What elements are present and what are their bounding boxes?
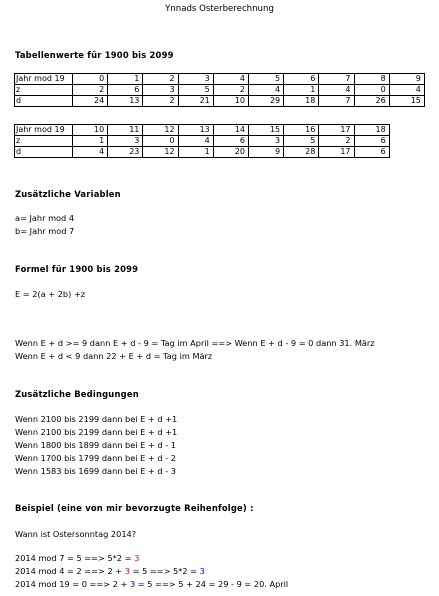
formula-heading: Formel für 1900 bis 2099 [15,264,139,274]
table-cell: 1 [108,74,143,85]
table-cell: 2 [143,74,178,85]
example-text: 2014 mod 19 = 0 ==> 2 + [15,579,130,589]
row-label: Jahr mod 19 [15,125,73,136]
highlight-blue: 3 [129,579,136,589]
table-cell: 18 [354,125,389,136]
condition-item: Wenn 1700 bis 1799 dann bei E + d - 2 [15,453,176,463]
table-cell: 7 [319,96,354,107]
table-cell: 4 [319,85,354,96]
table-cell: 12 [143,147,178,158]
table-cell: 0 [73,74,108,85]
condition-item: Wenn 2100 bis 2199 dann bei E + d +1 [15,427,178,437]
document-title: Ynnads Osterberechnung [165,4,274,14]
table-cell: 7 [319,74,354,85]
table-cell: 5 [284,136,319,147]
variables-heading: Zusätzliche Variablen [15,189,121,199]
row-label: Jahr mod 19 [15,74,73,85]
table-cell: 4 [248,85,283,96]
table-cell: 28 [284,147,319,158]
table-cell: 1 [73,136,108,147]
table-cell: 21 [178,96,213,107]
table-cell: 26 [354,96,389,107]
table-cell: 2 [213,85,248,96]
highlight-blue: 3 [199,566,205,576]
example-line-1 [15,553,139,563]
table-cell: 23 [108,147,143,158]
table-cell: 17 [319,125,354,136]
table-cell: 4 [73,147,108,158]
table-cell: 3 [143,85,178,96]
formula-e: E = 2(a + 2b) +z [15,289,86,299]
table-cell: 10 [213,96,248,107]
table-cell: 3 [248,136,283,147]
table-cell: 5 [178,85,213,96]
table-cell: 11 [108,125,143,136]
tables-heading: Tabellenwerte für 1900 bis 2099 [15,50,174,60]
table-cell: 6 [108,85,143,96]
table-row [15,125,390,136]
table-cell: 1 [284,85,319,96]
table-cell: 4 [389,85,424,96]
table-cell: 2 [319,136,354,147]
table-cell: 15 [389,96,424,107]
row-label: z [15,85,73,96]
values-table-2 [14,124,390,158]
table-row [15,74,425,85]
table-cell: 1 [178,147,213,158]
example-text: 2014 mod 7 = 5 ==> 5*2 = [15,553,135,563]
table-cell: 4 [213,74,248,85]
variable-b: b= Jahr mod 7 [15,226,75,236]
table-cell: 10 [73,125,108,136]
values-table-1 [14,73,425,107]
rule-april: Wenn E + d >= 9 dann E + d - 9 = Tag im April ==> Wenn E + d - 9 = 0 dann 31. März [15,338,375,348]
table-cell: 0 [354,85,389,96]
highlight-red: 3 [134,553,140,563]
table-cell: 0 [143,136,178,147]
table-row [15,136,390,147]
example-heading: Beispiel (eine von mir bevorzugte Reihenfolge) : [15,503,254,513]
conditions-heading: Zusätzliche Bedingungen [15,389,139,399]
table-cell: 16 [284,125,319,136]
table-cell: 2 [143,96,178,107]
row-label: d [15,96,73,107]
table-cell: 20 [213,147,248,158]
table-cell: 13 [108,96,143,107]
table-cell: 12 [143,125,178,136]
table-cell: 9 [389,74,424,85]
table-cell: 24 [73,96,108,107]
table-cell: 17 [319,147,354,158]
table-row [15,147,390,158]
table-cell: 3 [178,74,213,85]
table-cell: 6 [354,147,389,158]
rule-maerz: Wenn E + d < 9 dann 22 + E + d = Tag im März [15,351,213,361]
example-text: 2014 mod 4 = 2 ==> 2 + [15,566,125,576]
example-line-3 [15,579,288,589]
row-label: z [15,136,73,147]
table-cell: 6 [284,74,319,85]
example-line-2 [15,566,205,576]
table-cell: 8 [354,74,389,85]
table-cell: 6 [354,136,389,147]
table-cell: 13 [178,125,213,136]
table-cell: 5 [248,74,283,85]
condition-item: Wenn 1800 bis 1899 dann bei E + d - 1 [15,440,176,450]
table-row [15,85,425,96]
table-cell: 9 [248,147,283,158]
example-text: = 5 ==> 5 + 24 = 29 - 9 = 20. April [135,579,289,589]
table-cell: 3 [108,136,143,147]
table-cell: 4 [178,136,213,147]
example-question: Wann ist Ostersonntag 2014? [15,529,137,539]
table-cell: 18 [284,96,319,107]
condition-item: Wenn 2100 bis 2199 dann bei E + d +1 [15,414,178,424]
variable-a: a= Jahr mod 4 [15,213,75,223]
table-cell: 14 [213,125,248,136]
example-text: = 5 ==> 5*2 = [130,566,200,576]
table-cell: 2 [73,85,108,96]
table-cell: 29 [248,96,283,107]
condition-item: Wenn 1583 bis 1699 dann bei E + d - 3 [15,466,176,476]
table-row [15,96,425,107]
table-cell: 6 [213,136,248,147]
highlight-red: 3 [124,566,130,576]
table-cell: 15 [248,125,283,136]
row-label: d [15,147,73,158]
